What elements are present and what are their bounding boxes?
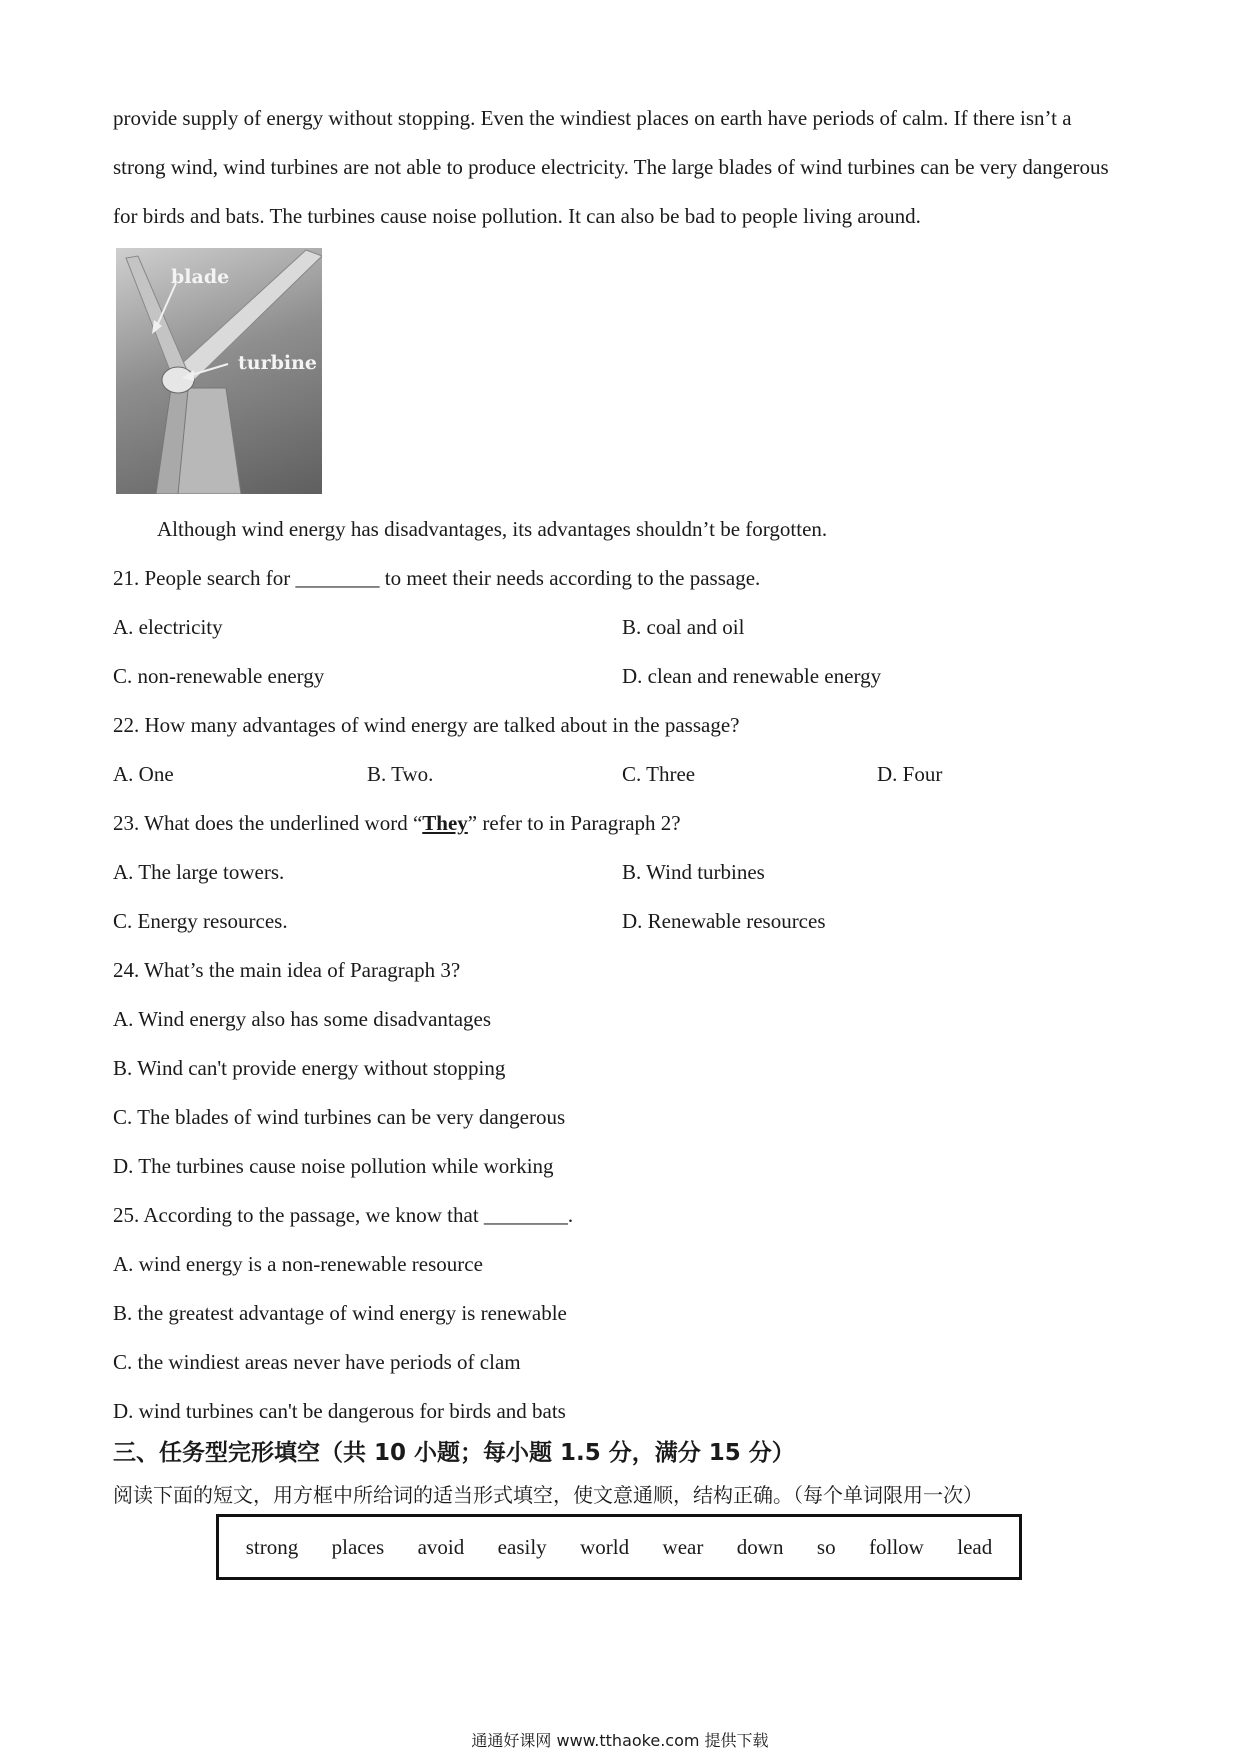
q23-underlined-word: They (422, 811, 468, 835)
question-22: 22. How many advantages of wind energy are talked about in the passage? (113, 713, 740, 737)
q25-option-d: D. wind turbines can't be dangerous for birds and bats (113, 1399, 566, 1423)
word-bank-item: avoid (417, 1534, 465, 1559)
word-bank-item: world (580, 1534, 630, 1559)
word-bank-item: places (331, 1534, 385, 1559)
q23-option-c: C. Energy resources. (113, 909, 288, 933)
q24-option-d: D. The turbines cause noise pollution while working (113, 1154, 554, 1178)
word-bank-item: wear (662, 1534, 704, 1559)
word-bank-item: follow (869, 1534, 924, 1559)
passage-line-3: for birds and bats. The turbines cause noise pollution. It can also be bad to people living around. (113, 204, 921, 228)
page-footer: 通通好课网 www.tthaoke.com 提供下载 (471, 1731, 769, 1750)
passage-line-2: strong wind, wind turbines are not able to produce electricity. The large blades of wind turbines can be very dangerous (113, 155, 1109, 179)
q23-option-b: B. Wind turbines (622, 860, 765, 884)
question-25: 25. According to the passage, we know that ________. (113, 1203, 574, 1227)
q21-option-a: A. electricity (113, 615, 223, 639)
q24-option-c: C. The blades of wind turbines can be very dangerous (113, 1105, 566, 1129)
q21-option-d: D. clean and renewable energy (622, 664, 882, 688)
q24-option-b: B. Wind can't provide energy without stopping (113, 1056, 506, 1080)
q25-option-c: C. the windiest areas never have periods of clam (113, 1350, 521, 1374)
passage-closing: Although wind energy has disadvantages, its advantages shouldn’t be forgotten. (157, 517, 828, 541)
q22-option-a: A. One (113, 762, 174, 786)
word-bank-item: lead (957, 1534, 993, 1559)
question-21: 21. People search for ________ to meet their needs according to the passage. (113, 566, 761, 590)
question-24: 24. What’s the main idea of Paragraph 3? (113, 958, 461, 982)
q24-option-a: A. Wind energy also has some disadvantages (113, 1007, 492, 1031)
word-bank-item: down (736, 1534, 784, 1559)
blade-label: blade (171, 266, 230, 288)
wind-turbine-photo (116, 248, 322, 494)
section-instruction: 阅读下面的短文，用方框中所给词的适当形式填空，使文意通顺，结构正确。（每个单词限用一次） (113, 1483, 983, 1507)
q25-option-b: B. the greatest advantage of wind energy is renewable (113, 1301, 567, 1325)
q22-option-d: D. Four (877, 762, 943, 786)
section-title: 三、任务型完形填空（共 10 小题；每小题 1.5 分，满分 15 分） (113, 1440, 795, 1466)
q25-option-a: A. wind energy is a non-renewable resource (113, 1252, 483, 1276)
q22-option-b: B. Two. (367, 762, 434, 786)
q22-option-c: C. Three (622, 762, 696, 786)
word-box (216, 1514, 1022, 1580)
passage-line-1: provide supply of energy without stopping. Even the windiest places on earth have periods of calm. If there isn’t a (113, 106, 1072, 130)
q23-option-d: D. Renewable resources (622, 909, 826, 933)
q21-option-b: B. coal and oil (622, 615, 745, 639)
word-bank-item: so (816, 1534, 836, 1559)
turbine-label: turbine (238, 352, 318, 374)
q23-stem-pre: 23. What does the underlined word “ (113, 811, 423, 835)
q23-stem-post: ” refer to in Paragraph 2? (467, 811, 681, 835)
question-23 (113, 811, 681, 836)
q23-option-a: A. The large towers. (113, 860, 285, 884)
word-bank-item: strong (245, 1534, 299, 1559)
word-bank-item: easily (497, 1534, 547, 1559)
q21-option-c: C. non-renewable energy (113, 664, 325, 688)
